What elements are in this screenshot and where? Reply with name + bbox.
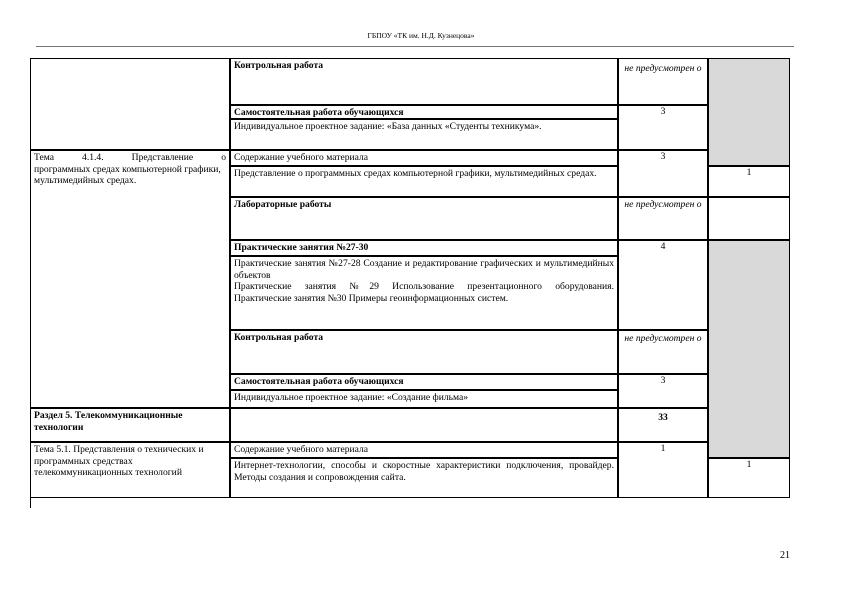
control-work-label-2: Контрольная работа [230,330,618,374]
content-label: Содержание учебного материала [230,150,618,166]
section-5-content-empty [230,408,618,442]
control-work-label: Контрольная работа [230,58,618,105]
page-number: 21 [780,550,790,561]
project-task-database: Индивидуальное проектное задание: «База данных «Студенты техникума». [230,119,618,150]
self-work-label-2: Самостоятельная работа обучающихся [230,374,618,390]
hours-topic-5-1: 1 [618,442,708,498]
self-work-label: Самостоятельная работа обучающихся [230,105,618,119]
topic-5-1: Тема 5.1. Представления о технических и программных средствах телекоммуникационных технологий [30,442,230,498]
topic-4-1-4-rest: программных средах компьютерной графики, мультимедийных средах. [34,163,221,187]
hours-section-5: 33 [618,408,708,442]
topic-4-1-4-num: Тема 4.1.4. [34,152,104,163]
content-internet-technologies [230,458,618,498]
hours-self-work: 3 [618,105,708,150]
level-topic-4-1-4: 1 [708,166,790,197]
project-task-film: Индивидуальное проектное задание: «Создание фильма» [230,390,618,408]
hours-control-work: не предусмотрен о [618,58,708,105]
page-header: ГБПОУ «ТК им. Н.Д. Кузнецова» [367,31,475,40]
content-graphics-environments: Представление о программных средах компьютерной графики, мультимедийных средах. [230,166,618,197]
internet-line-1: Интернет-технологии, способы и скоростные характеристики подключения, провайдер. [234,460,614,471]
hours-lab-work: не предусмотрен о [618,197,708,240]
hours-control-work-2: не предусмотрен о [618,330,708,374]
level-shaded-1 [708,58,790,166]
topic-4-1-4-word: Представление о [131,152,226,163]
curriculum-table [30,58,790,498]
practice-list [230,256,618,330]
level-topic-5-1: 1 [708,458,790,498]
practice-item-27-28: Практические занятия №27-28 Создание и редактирование графических и мультимедийных объектов [234,258,614,281]
content-label-2: Содержание учебного материала [230,442,618,458]
left-edge-mark-top [30,58,31,66]
hours-self-work-2: 3 [618,374,708,408]
topic-4-1-4 [30,150,230,408]
header-rule [36,46,794,47]
practice-label: Практические занятия №27-30 [230,240,618,256]
section-5-title: Раздел 5. Телекоммуникационные технологии [30,408,230,442]
hours-topic-4-1-4: 3 [618,150,708,197]
practice-item-30: Практические занятия №30 Примеры геоинформационных систем. [234,292,509,304]
topic-cell-empty [30,58,230,150]
left-edge-mark-bottom [30,498,31,508]
practice-item-29: Практические занятия №29 Использование презентационного оборудования. [234,281,614,293]
internet-line-2: Методы создания и сопровождения сайта. [234,471,406,483]
level-empty-lab [708,197,790,240]
hours-practice: 4 [618,240,708,330]
level-shaded-2 [708,240,790,458]
lab-work-label: Лабораторные работы [230,197,618,240]
